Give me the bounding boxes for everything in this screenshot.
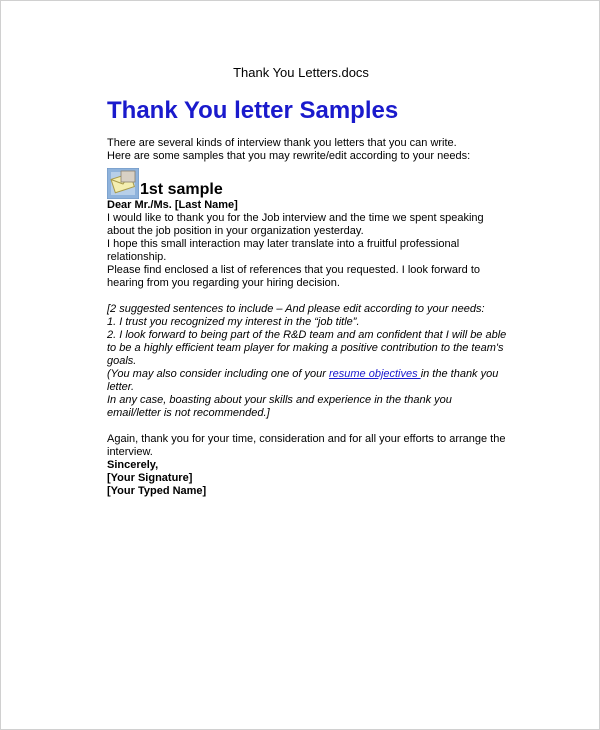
suggestion-note	[107, 368, 507, 394]
body-paragraph-1: I would like to thank you for the Job interview and the time we spent speaking about the job position in your organization yesterday.	[107, 212, 484, 237]
note-text-before: (You may also consider including one of your	[107, 368, 329, 380]
resume-objectives-link[interactable]: resume objectives	[328, 368, 421, 380]
note-text-after: in the thank you letter.	[107, 368, 499, 393]
suggestion-2: 2. I look forward to being part of the R&D team and am confident that I will be able to be a highly efficient team player for making a positive contribution to the team's goals.	[107, 329, 507, 367]
sign-off: Sincerely,	[107, 459, 159, 471]
document-header: Thank You Letters.docs	[233, 65, 369, 80]
envelope-icon	[107, 168, 139, 199]
body-paragraph-2: I hope this small interaction may later translate into a fruitful professional relationship.	[107, 238, 460, 263]
suggestions-intro: [2 suggested sentences to include – And please edit according to your needs:	[107, 303, 485, 315]
document-title: Thank You letter Samples	[107, 97, 399, 124]
typed-name-placeholder: [Your Typed Name]	[107, 485, 207, 497]
sample-title: 1st sample	[140, 181, 223, 198]
sample-heading	[107, 167, 507, 199]
suggestion-1: 1. I trust you recognized my interest in the “job title”.	[107, 316, 360, 328]
intro-line-1: There are several kinds of interview thank you letters that you can write.	[107, 137, 457, 149]
body-paragraph-3: Please find enclosed a list of references that you requested. I look forward to hearing from you regarding your hiring decision.	[107, 264, 480, 289]
salutation: Dear Mr./Ms. [Last Name]	[107, 199, 238, 211]
signature-placeholder: [Your Signature]	[107, 472, 193, 484]
suggestions-block	[107, 303, 507, 420]
intro-line-2: Here are some samples that you may rewrite/edit according to your needs:	[107, 150, 471, 162]
suggestion-warning: In any case, boasting about your skills and experience in the thank you email/letter is not recommended.]	[107, 394, 452, 419]
closing-paragraph: Again, thank you for your time, consideration and for all your efforts to arrange the interview.	[107, 433, 506, 458]
document-body	[107, 97, 507, 498]
